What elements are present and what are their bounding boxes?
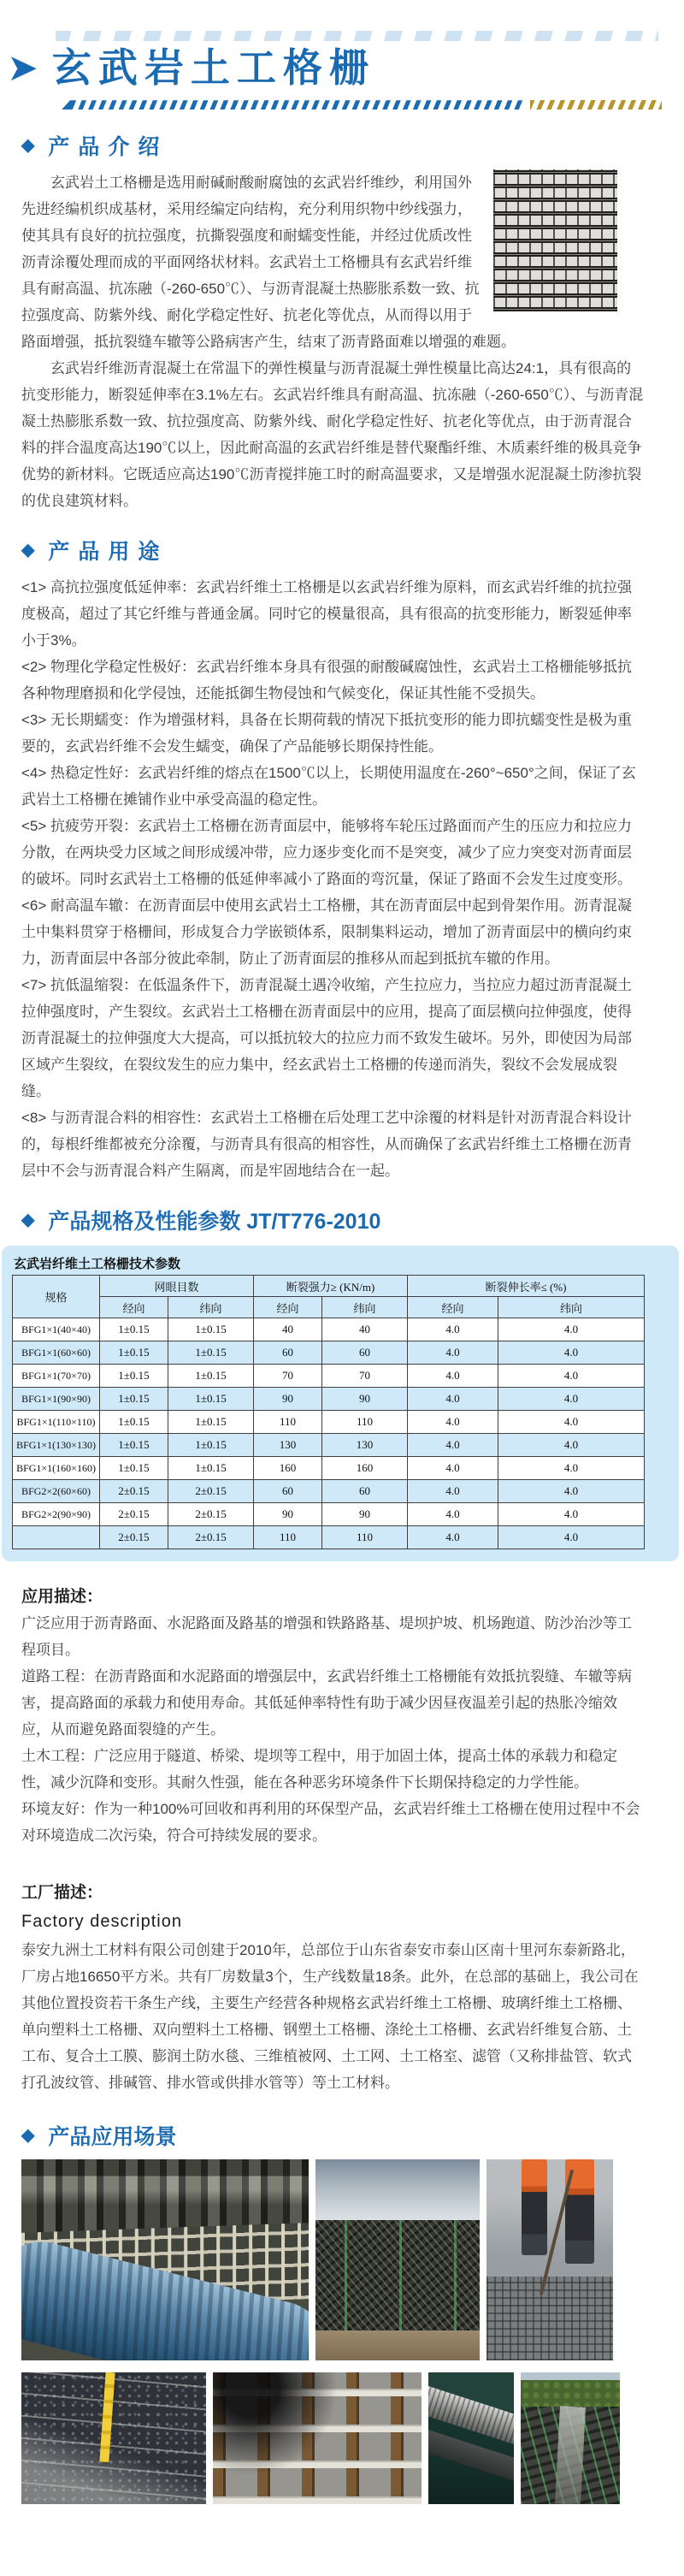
photo-mesh-closeup xyxy=(213,2372,422,2504)
table-row: BFG1×1(40×40) 1±0.15 1±0.15 40 40 4.0 4.0 xyxy=(13,1318,645,1341)
sub-header: 纬向 xyxy=(168,1297,254,1318)
usage-item: <5> 抗疲劳开裂：玄武岩土工格栅在沥青面层中，能够将车轮压过路面而产生的压应力和拉应力分散，在两块受力区域之间形成缓冲带，应力逐步变化而不是突变，减少了应力突变对沥青面层的破坏。同时玄武岩土工格栅的低延伸率减小了路面的弯沉量，保证了路面不会发生过度变形。 xyxy=(21,818,633,888)
intro-paragraph: 玄武岩土工格栅是选用耐碱耐酸耐腐蚀的玄武岩纤维纱，利用国外先进经编机织成基材，采用经编定向结构，充分利用织物中纱线强力，使其具有良好的抗拉强度，抗撕裂强度和耐蠕变性能，并经过优质改性沥青涂覆处理而成的平面网络状材料。玄武岩土工格栅具有玄武岩纤维具有耐高温、抗冻融（-260-650℃）、与沥青混凝土热膨胀系数一致、抗拉强度高、防紫外线、耐化学稳定性好、抗老化等优点，从而得以用于路面增强，抵抗裂缝车辙等公路病害产生，结束了沥青路面难以增强的难题。 xyxy=(21,175,516,351)
stripe-blue-segment xyxy=(62,100,523,110)
section-heading-usage xyxy=(21,535,646,566)
photo-bale-yard xyxy=(521,2372,620,2504)
col-group-strength: 断裂强力≥ (KN/m) xyxy=(254,1276,408,1297)
application-paragraph: 土木工程：广泛应用于隧道、桥梁、堤坝等工程中，用于加固土体，提高土体的承载力和稳定性，减少沉降和变形。其耐久性强，能在各种恶劣环境条件下长期保持稳定的力学性能。 xyxy=(21,1748,617,1791)
table-row: BFG1×1(110×110) 1±0.15 1±0.15 110 110 4.0 4.0 xyxy=(13,1411,645,1434)
worker-figure xyxy=(522,2159,547,2255)
table-row: BFG1×1(90×90) 1±0.15 1±0.15 90 90 4.0 4.0 xyxy=(13,1388,645,1411)
stacked-bales xyxy=(315,2220,480,2333)
section-title: 产品介绍 xyxy=(48,135,168,160)
col-header-spec: 规格 xyxy=(13,1276,100,1318)
usage-item: <4> 热稳定性好：玄武岩纤维的熔点在1500℃以上，长期使用温度在-260°~650°之间，保证了玄武岩土工格栅在摊铺作业中承受高温的稳定性。 xyxy=(21,765,636,808)
section-title: 产品规格及性能参数 JT/T776-2010 xyxy=(48,1210,381,1235)
section-heading-intro xyxy=(21,130,646,161)
muddy-ground xyxy=(315,2330,480,2360)
usage-section xyxy=(21,574,646,1184)
table-row: BFG1×1(70×70) 1±0.15 1±0.15 70 70 4.0 4.0 xyxy=(13,1365,645,1388)
sub-header: 纬向 xyxy=(498,1297,645,1318)
usage-item: <7> 抗低温缩裂：在低温条件下，沥青混凝土遇冷收缩，产生拉应力，当拉应力超过沥青混凝土拉伸强度时，产生裂纹。玄武岩土工格栅在沥青面层中的应用，提高了面层横向拉伸强度，使得沥青混凝土的拉伸强度大大提高，可以抵抗较大的拉应力而不致发生破坏。另外，即使因为局部区域产生裂纹，在裂纹发生的应力集中，经玄武岩土工格栅的传递而消失，裂纹不会发展成裂缝。 xyxy=(21,977,633,1100)
application-section xyxy=(21,1584,646,1849)
factory-heading-en: Factory description xyxy=(21,1912,182,1932)
stripe-gold-segment xyxy=(530,100,662,110)
photo-concrete-pouring xyxy=(486,2159,613,2360)
intro-section xyxy=(21,169,646,514)
section-title: 产品用途 xyxy=(48,540,168,565)
arrow-icon: ➤ xyxy=(7,46,38,89)
sub-header: 经向 xyxy=(254,1297,322,1318)
application-paragraph: 广泛应用于沥青路面、水泥路面及路基的增强和铁路路基、堤坝护坡、机场跑道、防沙治沙等工程项目。 xyxy=(21,1615,632,1659)
photo-geogrid-bales xyxy=(315,2159,480,2360)
scene-photo-row-1 xyxy=(21,2159,646,2360)
dirt-path xyxy=(555,2407,586,2505)
sub-header: 经向 xyxy=(408,1297,498,1318)
diamond-icon: ◆ xyxy=(21,136,35,156)
factory-paragraph: 泰安九洲土工材料有限公司创建于2010年，总部位于山东省泰安市泰山区南十里河东泰新路北，厂房占地16650平方米。共有厂房数量3个，生产线数量18条。此外，在总部的基础上，我公司在其他位置投资若干条生产线，主要生产经营各种规格玄武岩纤维土工格栅、玻璃纤维土工格栅、单向塑料土工格栅、双向塑料土工格栅、钢塑土工格栅、涤纶土工格栅、玄武岩纤维复合筋、土工布、复合土工膜、膨润土防水毯、三维植被网、土工网、土工格室、滤管（又称排盐管、软式打孔波纹管、排碱管、排水管或供排水管等）等土工材料。 xyxy=(21,1942,639,2092)
usage-item: <1> 高抗拉强度低延伸率：玄武岩纤维土工格栅是以玄武岩纤维为原料，而玄武岩纤维的抗拉强度极高，超过了其它纤维与普通金属。同时它的模量很高，具有很高的抗变形能力，断裂延伸率小于3%。 xyxy=(21,579,633,649)
table-row: 2±0.15 2±0.15 110 110 4.0 4.0 xyxy=(13,1526,645,1549)
table-row: BFG1×1(130×130) 1±0.15 1±0.15 130 130 4.0 4.0 xyxy=(13,1434,645,1457)
photo-asphalt-tape xyxy=(21,2372,206,2504)
diamond-icon: ◆ xyxy=(21,2126,35,2146)
photo-production-line xyxy=(21,2159,309,2360)
factory-section xyxy=(21,1880,646,2096)
photo-machine-roller xyxy=(428,2372,514,2504)
application-heading: 应用描述： xyxy=(21,1588,103,1607)
table-row: BFG2×2(90×90) 2±0.15 2±0.15 90 90 4.0 4.0 xyxy=(13,1503,645,1526)
usage-item: <3> 无长期蠕变：作为增强材料，具备在长期荷载的情况下抵抗变形的能力即抗蠕变性是极为重要的，玄武岩纤维不会发生蠕变，确保了产品能够长期保持性能。 xyxy=(21,712,633,755)
bottom-whitespace xyxy=(21,2516,646,2576)
page-header xyxy=(0,44,684,92)
page-content xyxy=(0,130,684,1235)
usage-item: <6> 耐高温车辙：在沥青面层中使用玄武岩土工格栅，其在沥青面层中起到骨架作用。沥青混凝土中集料贯穿于格栅间，形成复合力学嵌锁体系，限制集料运动，增加了沥青面层中的横向约束力，沥青面层中各部分彼此牵制，防止了沥青面层的推移从而起到抵抗车辙的作用。 xyxy=(21,897,633,968)
usage-item: <2> 物理化学稳定性极好：玄武岩纤维本身具有很强的耐酸碱腐蚀性，玄武岩土工格栅能够抵抗各种物理磨损和化学侵蚀，还能抵御生物侵蚀和气候变化，保证其性能不受损失。 xyxy=(21,659,633,702)
measuring-tape xyxy=(99,2372,115,2462)
page-title: 玄武岩土工格栅 xyxy=(51,45,375,90)
intro-paragraph: 玄武岩纤维沥青混凝土在常温下的弹性模量与沥青混凝土弹性模量比高达24:1，具有很高的抗变形能力，断裂延伸率在3.1%左右。玄武岩纤维具有耐高温、抗冻融（-260-650℃）、与沥青混凝土热膨胀系数一致、抗拉强度高、防紫外线、耐化学稳定性好、抗老化等优点，由于沥青混合料的拌合温度高达190℃以上，因此耐高温的玄武岩纤维是替代聚酯纤维、木质素纤维的极具竞争优势的新材料。它既适应高达190℃沥青搅拌施工时的耐高温要求，又是增强水泥混凝土防渗抗裂的优良建筑材料。 xyxy=(21,360,644,510)
specs-table xyxy=(12,1275,645,1549)
col-group-elongation: 断裂伸长率≤ (%) xyxy=(408,1276,645,1297)
application-paragraph: 道路工程：在沥青路面和水泥路面的增强层中，玄武岩纤维土工格栅能有效抵抗裂缝、车辙等病害，提高路面的承载力和使用寿命。其低延伸率特性有助于减少因昼夜温差引起的热胀冷缩效应，从而避免路面裂缝的产生。 xyxy=(21,1668,632,1738)
col-group-mesh: 网眼目数 xyxy=(100,1276,254,1297)
decorative-dashes xyxy=(56,31,658,41)
section-heading-specs xyxy=(21,1205,646,1235)
specs-table-panel xyxy=(2,1246,679,1561)
sub-header: 纬向 xyxy=(322,1297,408,1318)
factory-heading: 工厂描述： xyxy=(21,1884,103,1903)
table-row: BFG1×1(60×60) 1±0.15 1±0.15 60 60 4.0 4.0 xyxy=(13,1341,645,1365)
sub-header: 经向 xyxy=(100,1297,168,1318)
page-content-lower xyxy=(0,1584,684,2576)
product-mesh-photo xyxy=(493,169,617,311)
usage-item: <8> 与沥青混合料的相容性：玄武岩土工格栅在后处理工艺中涂覆的材料是针对沥青混合料设计的，每根纤维都被充分涂覆，与沥青具有很高的相容性，从而确保了玄武岩纤维土工格栅在沥青层中不会与沥青混合料产生隔离，而是牢固地结合在一起。 xyxy=(21,1110,633,1180)
cloudy-sky xyxy=(315,2159,480,2228)
section-title: 产品应用场景 xyxy=(48,2125,177,2150)
scene-photo-row-2 xyxy=(21,2372,646,2504)
table-row: BFG1×1(160×160) 1±0.15 1±0.15 160 160 4.0 4.0 xyxy=(13,1457,645,1480)
decorative-stripe-bar xyxy=(62,100,663,110)
tree-line xyxy=(521,2380,620,2409)
diamond-icon: ◆ xyxy=(21,541,35,560)
embedded-mesh xyxy=(486,2277,613,2361)
table-row: BFG2×2(60×60) 2±0.15 2±0.15 60 60 4.0 4.0 xyxy=(13,1480,645,1503)
section-heading-scenes xyxy=(21,2120,646,2151)
application-paragraph: 环境友好：作为一种100%可回收和再利用的环保型产品，玄武岩纤维土工格栅在使用过程中不会对环境造成二次污染，符合可持续发展的要求。 xyxy=(21,1801,640,1845)
diamond-icon: ◆ xyxy=(21,1211,35,1230)
specs-table-title: 玄武岩纤维土工格栅技术参数 xyxy=(14,1258,181,1272)
